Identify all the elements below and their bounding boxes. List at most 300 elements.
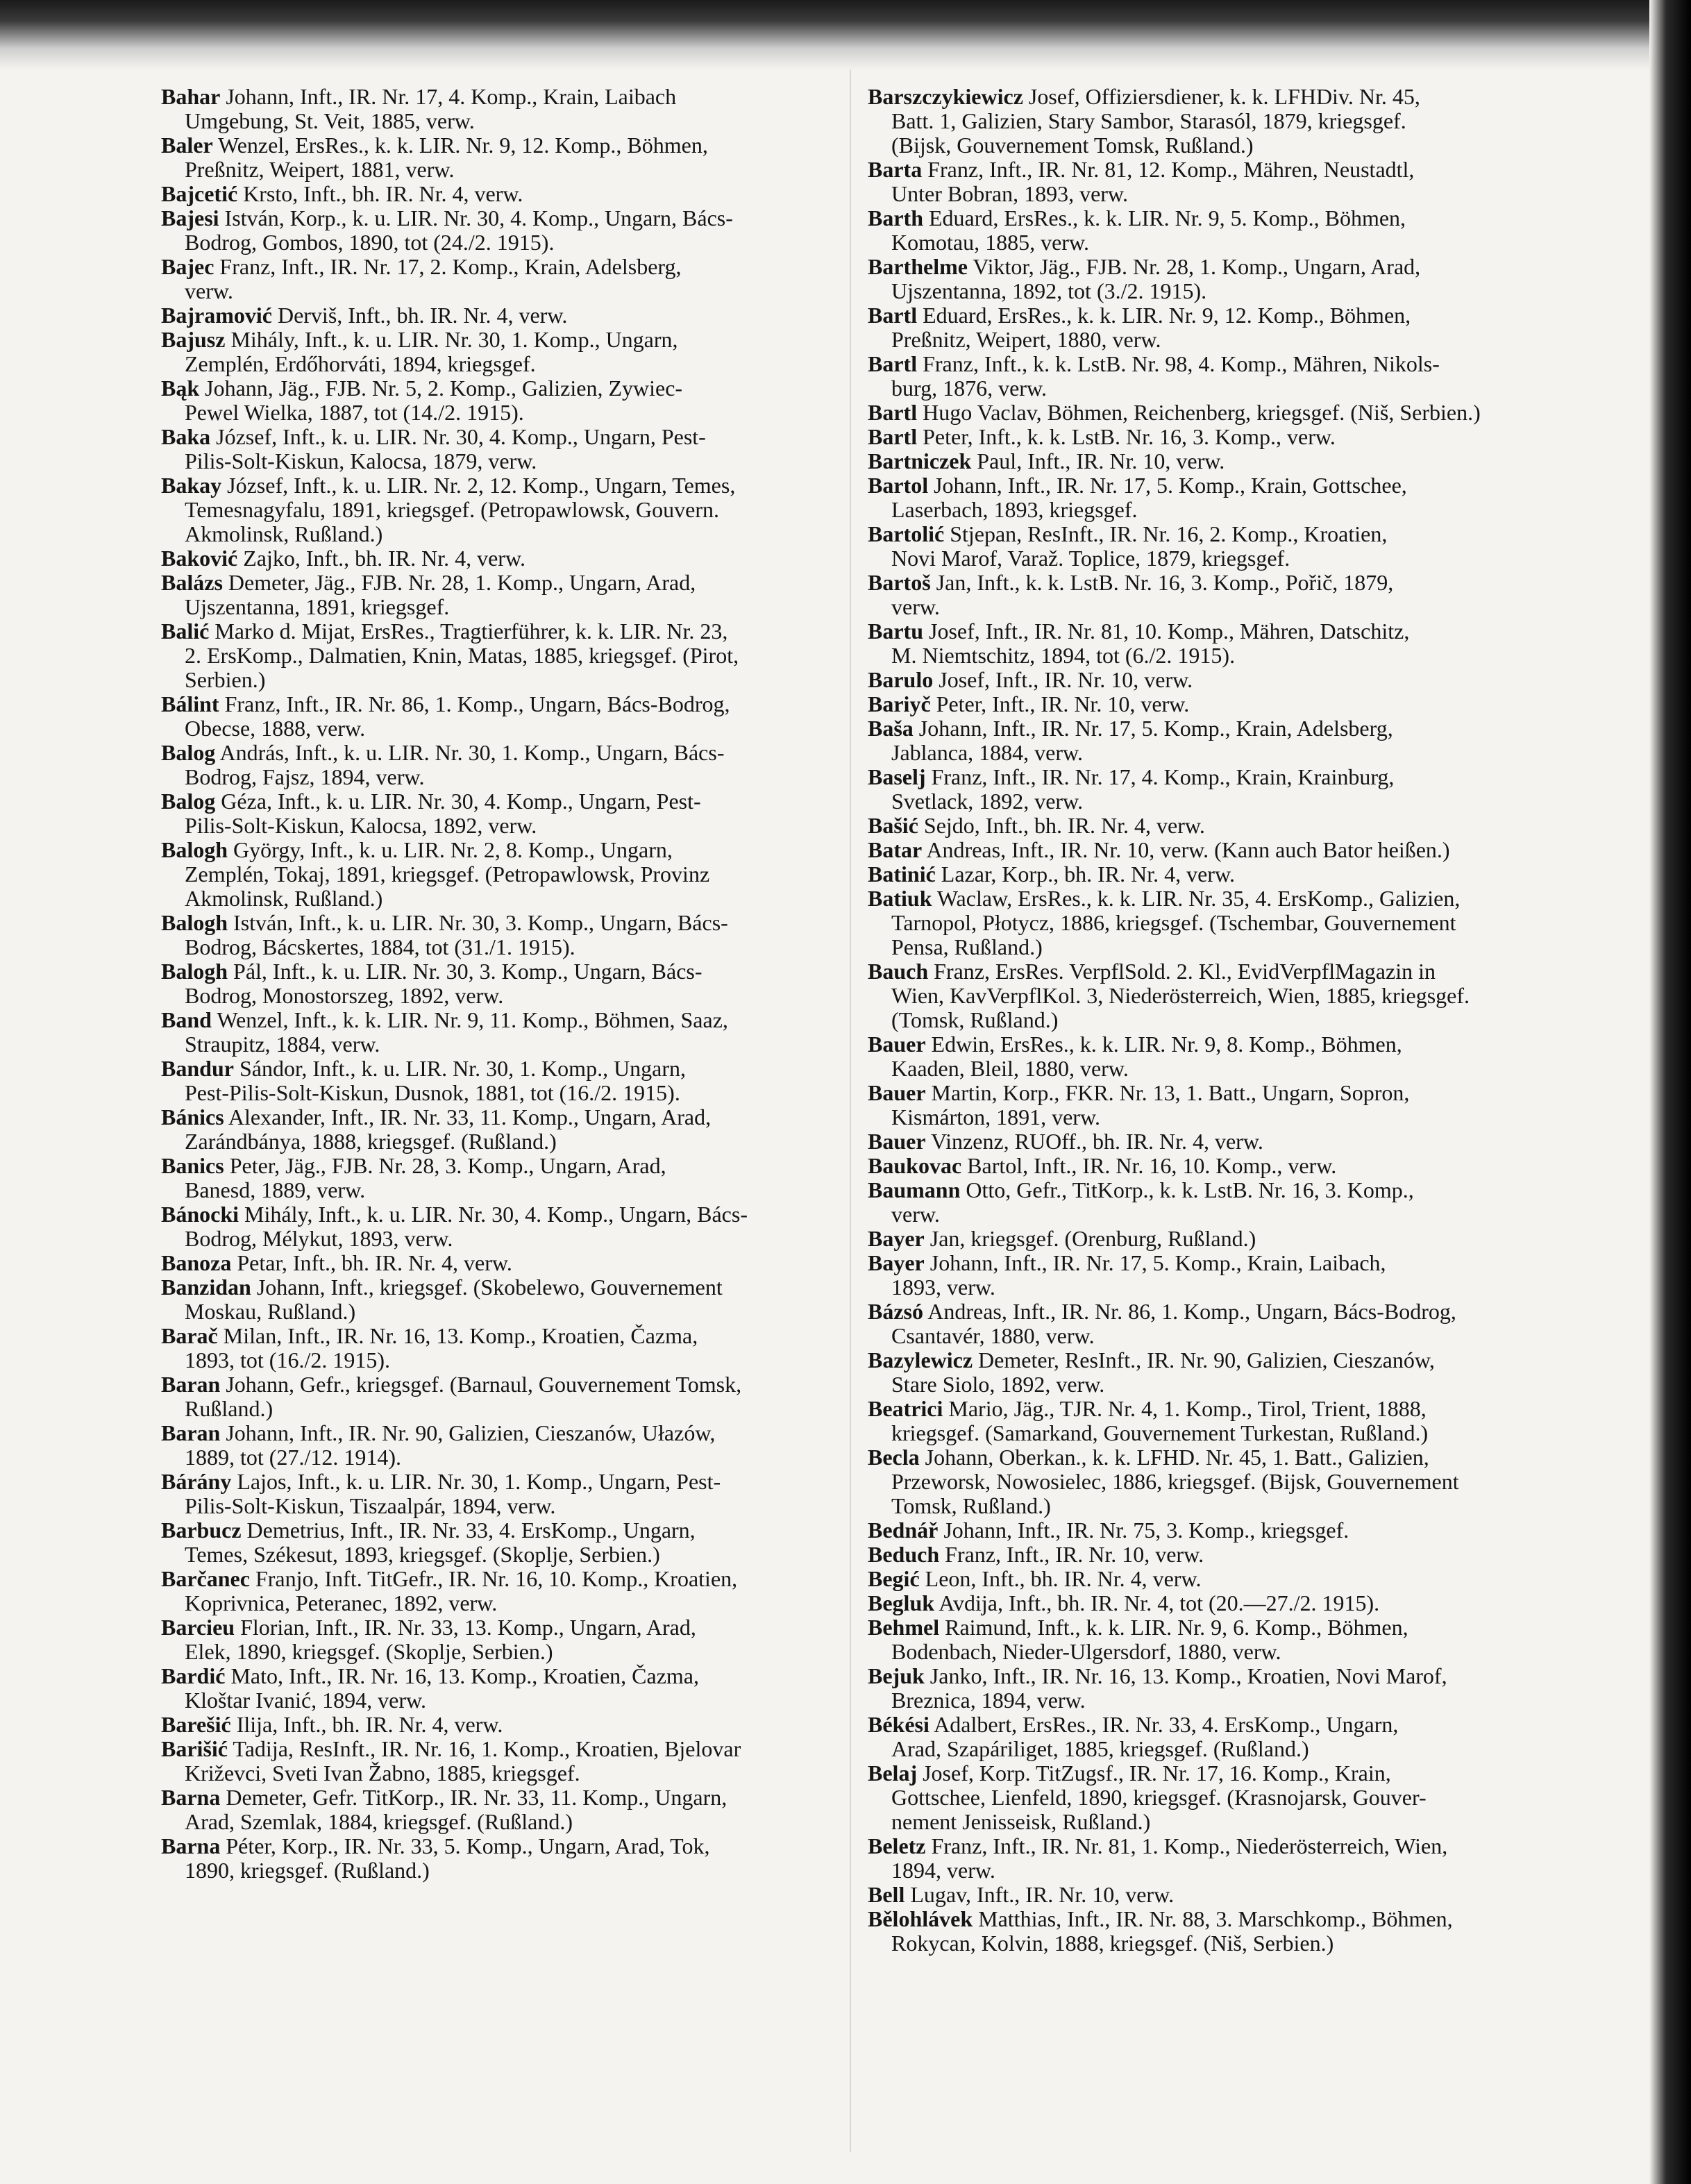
entry-first-line: Mihály, Inft., k. u. LIR. Nr. 30, 4. Komp., Ungarn, Bács- — [244, 1202, 748, 1227]
entry-continuation-line: Temesnagyfalu, 1891, kriegsgef. (Petropawlowsk, Gouvern. — [185, 497, 720, 522]
column-gutter — [850, 69, 851, 2152]
register-entry — [868, 838, 1555, 862]
entry-surname: Bělohlávek — [868, 1906, 973, 1931]
entry-first-line: Andreas, Inft., IR. Nr. 10, verw. (Kann auch Bator heißen.) — [926, 837, 1450, 862]
entry-surname: Belaj — [868, 1761, 918, 1786]
entry-surname: Bartl — [868, 351, 918, 376]
register-entry — [868, 619, 1555, 668]
entry-first-line: Ilija, Inft., bh. IR. Nr. 4, verw. — [236, 1712, 503, 1737]
register-entry — [161, 1372, 841, 1421]
entry-surname: Bejuk — [868, 1663, 925, 1688]
entry-surname: Barth — [868, 205, 923, 230]
register-entry — [868, 85, 1555, 158]
entry-first-line: Peter, Inft., k. k. LstB. Nr. 16, 3. Komp., verw. — [923, 424, 1336, 449]
register-entry — [161, 206, 841, 255]
register-entry — [161, 692, 841, 741]
entry-first-line: Andreas, Inft., IR. Nr. 86, 1. Komp., Ungarn, Bács-Bodrog, — [927, 1299, 1456, 1324]
register-entry — [868, 1567, 1555, 1591]
entry-continuation-line: Tarnopol, Płotycz, 1886, kriegsgef. (Tschembar, Gouvernement — [891, 910, 1456, 935]
entry-continuation-line: Koprivnica, Peteranec, 1892, verw. — [185, 1590, 498, 1615]
entry-surname: Bárány — [161, 1469, 232, 1494]
register-entry — [161, 328, 841, 376]
entry-first-line: Franz, ErsRes. VerpflSold. 2. Kl., EvidVerpflMagazin in — [934, 959, 1436, 984]
entry-surname: Barbucz — [161, 1518, 242, 1543]
entry-continuation-line: Moskau, Rußland.) — [185, 1299, 356, 1324]
entry-continuation-line: Zemplén, Tokaj, 1891, kriegsgef. (Petropawlowsk, Provinz — [185, 862, 710, 887]
entry-continuation-line: Pest-Pilis-Solt-Kiskun, Dusnok, 1881, tot (16./2. 1915). — [185, 1080, 680, 1105]
entry-surname: Banics — [161, 1153, 224, 1178]
entry-surname: Bašić — [868, 813, 918, 838]
register-entry — [868, 1445, 1555, 1518]
register-entry — [161, 1615, 841, 1664]
entry-surname: Begluk — [868, 1590, 935, 1615]
register-entry — [161, 959, 841, 1008]
register-entry — [868, 716, 1555, 765]
entry-surname: Balog — [161, 740, 216, 765]
entry-first-line: Lazar, Korp., bh. IR. Nr. 4, verw. — [941, 862, 1235, 887]
entry-first-line: Franz, Inft., IR. Nr. 86, 1. Komp., Ungarn, Bács-Bodrog, — [224, 691, 730, 716]
entry-first-line: József, Inft., k. u. LIR. Nr. 2, 12. Komp., Ungarn, Temes, — [227, 473, 736, 498]
register-entry — [161, 85, 841, 133]
entry-surname: Beduch — [868, 1542, 940, 1567]
entry-surname: Bajcetić — [161, 181, 238, 206]
entry-surname: Bauch — [868, 959, 929, 984]
register-entry — [868, 255, 1555, 303]
entry-first-line: Leon, Inft., bh. IR. Nr. 4, verw. — [925, 1566, 1202, 1591]
entry-continuation-line: Križevci, Sveti Ivan Žabno, 1885, kriegsgef. — [185, 1761, 580, 1786]
entry-first-line: Stjepan, ResInft., IR. Nr. 16, 2. Komp., Kroatien, — [950, 521, 1388, 546]
entry-first-line: Johann, Inft., IR. Nr. 17, 5. Komp., Krain, Gottschee, — [934, 473, 1407, 498]
register-entry — [868, 1713, 1555, 1761]
entry-surname: Bakay — [161, 473, 222, 498]
entry-surname: Bartl — [868, 424, 918, 449]
entry-first-line: Derviš, Inft., bh. IR. Nr. 4, verw. — [277, 303, 568, 328]
entry-first-line: Eduard, ErsRes., k. k. LIR. Nr. 9, 12. Komp., Böhmen, — [923, 303, 1411, 328]
register-entry — [161, 1105, 841, 1154]
register-entry — [161, 1518, 841, 1567]
register-entry — [868, 425, 1555, 449]
entry-continuation-line: Pilis-Solt-Kiskun, Tiszaalpár, 1894, verw. — [185, 1493, 556, 1518]
entry-first-line: Petar, Inft., bh. IR. Nr. 4, verw. — [237, 1250, 512, 1275]
entry-continuation-line: Ujszentanna, 1892, tot (3./2. 1915). — [891, 278, 1207, 303]
entry-surname: Barač — [161, 1323, 218, 1348]
entry-surname: Baler — [161, 133, 213, 158]
entry-continuation-line: Umgebung, St. Veit, 1885, verw. — [185, 108, 475, 133]
register-entry — [161, 255, 841, 303]
entry-continuation-line: Rokycan, Kolvin, 1888, kriegsgef. (Niš, Serbien.) — [891, 1931, 1334, 1956]
register-entry — [161, 1786, 841, 1834]
entry-continuation-line: Breznica, 1894, verw. — [891, 1688, 1086, 1713]
entry-first-line: Viktor, Jäg., FJB. Nr. 28, 1. Komp., Ungarn, Arad, — [973, 254, 1421, 279]
entry-first-line: Sándor, Inft., k. u. LIR. Nr. 30, 1. Komp., Ungarn, — [239, 1056, 687, 1081]
register-entry — [161, 1324, 841, 1372]
entry-surname: Barta — [868, 157, 923, 182]
register-entry — [161, 1202, 841, 1251]
register-entry — [868, 1300, 1555, 1348]
entry-surname: Balogh — [161, 959, 228, 984]
entry-continuation-line: Bodrog, Fajsz, 1894, verw. — [185, 764, 425, 789]
register-entry — [161, 838, 841, 911]
register-entry — [868, 158, 1555, 206]
entry-first-line: Josef, Inft., IR. Nr. 81, 10. Komp., Mähren, Datschitz, — [929, 619, 1410, 644]
register-entry — [161, 1737, 841, 1786]
entry-continuation-line: Serbien.) — [185, 667, 266, 692]
entry-first-line: Paul, Inft., IR. Nr. 10, verw. — [977, 448, 1225, 473]
entry-first-line: Pál, Inft., k. u. LIR. Nr. 30, 3. Komp., Ungarn, Bács- — [233, 959, 703, 984]
entry-first-line: Avdija, Inft., bh. IR. Nr. 4, tot (20.—27./2. 1915). — [939, 1590, 1380, 1615]
entry-continuation-line: Akmolinsk, Rußland.) — [185, 886, 383, 911]
entry-continuation-line: Temes, Székesut, 1893, kriegsgef. (Skoplje, Serbien.) — [185, 1542, 660, 1567]
entry-continuation-line: Tomsk, Rußland.) — [891, 1493, 1051, 1518]
register-entry — [868, 959, 1555, 1032]
entry-surname: Banzidan — [161, 1275, 251, 1300]
entry-surname: Baka — [161, 424, 211, 449]
entry-first-line: Zajko, Inft., bh. IR. Nr. 4, verw. — [243, 546, 525, 571]
entry-first-line: Johann, Inft., IR. Nr. 90, Galizien, Cieszanów, Ułazów, — [226, 1420, 716, 1445]
entry-first-line: Bartol, Inft., IR. Nr. 16, 10. Komp., verw. — [967, 1153, 1337, 1178]
entry-surname: Balogh — [161, 837, 228, 862]
entry-continuation-line: Rußland.) — [185, 1396, 274, 1421]
entry-continuation-line: 2. ErsKomp., Dalmatien, Knin, Matas, 1885, kriegsgef. (Pirot, — [185, 643, 739, 668]
entry-continuation-line: Kismárton, 1891, verw. — [891, 1104, 1100, 1129]
left-column — [161, 85, 841, 1883]
scan-right-edge — [1649, 0, 1691, 2184]
register-entry — [161, 376, 841, 425]
entry-first-line: Johann, Inft., IR. Nr. 17, 5. Komp., Krain, Adelsberg, — [918, 716, 1393, 741]
entry-first-line: Mato, Inft., IR. Nr. 16, 13. Komp., Kroatien, Čazma, — [230, 1663, 699, 1688]
entry-first-line: Adalbert, ErsRes., IR. Nr. 33, 4. ErsKomp., Ungarn, — [934, 1712, 1399, 1737]
entry-first-line: Péter, Korp., IR. Nr. 33, 5. Komp., Ungarn, Arad, Tok, — [226, 1833, 710, 1858]
entry-continuation-line: Zemplén, Erdőhorváti, 1894, kriegsgef. — [185, 351, 536, 376]
entry-first-line: Géza, Inft., k. u. LIR. Nr. 30, 4. Komp., Ungarn, Pest- — [221, 789, 701, 814]
entry-continuation-line: Pewel Wielka, 1887, tot (14./2. 1915). — [185, 400, 524, 425]
entry-continuation-line: 1889, tot (27./12. 1914). — [185, 1445, 401, 1470]
register-entry — [868, 1397, 1555, 1445]
entry-first-line: Demetrius, Inft., IR. Nr. 33, 4. ErsKomp., Ungarn, — [246, 1518, 696, 1543]
register-entry — [868, 1227, 1555, 1251]
entry-first-line: Florian, Inft., IR. Nr. 33, 13. Komp., Ungarn, Arad, — [240, 1615, 696, 1640]
entry-continuation-line: Bodrog, Monostorszeg, 1892, verw. — [185, 983, 504, 1008]
entry-first-line: Matthias, Inft., IR. Nr. 88, 3. Marschkomp., Böhmen, — [978, 1906, 1453, 1931]
register-entry — [161, 473, 841, 546]
entry-first-line: Edwin, ErsRes., k. k. LIR. Nr. 9, 8. Komp., Böhmen, — [931, 1032, 1402, 1057]
entry-first-line: Johann, Gefr., kriegsgef. (Barnaul, Gouvernement Tomsk, — [226, 1372, 742, 1397]
entry-surname: Baković — [161, 546, 238, 571]
register-entry — [161, 571, 841, 619]
entry-surname: Bednář — [868, 1518, 939, 1543]
register-entry — [868, 401, 1555, 425]
entry-first-line: Jan, Inft., k. k. LstB. Nr. 16, 3. Komp., Pořič, 1879, — [936, 570, 1394, 595]
entry-first-line: Demeter, ResInft., IR. Nr. 90, Galizien, Cieszanów, — [978, 1347, 1435, 1372]
entry-surname: Bázsó — [868, 1299, 923, 1324]
scan-top-border — [0, 0, 1691, 69]
entry-surname: Bajec — [161, 254, 214, 279]
entry-first-line: András, Inft., k. u. LIR. Nr. 30, 1. Komp., Ungarn, Bács- — [219, 740, 725, 765]
entry-first-line: Johann, Inft., IR. Nr. 75, 3. Komp., kriegsgef. — [943, 1518, 1349, 1543]
entry-surname: Baumann — [868, 1177, 961, 1202]
entry-continuation-line: nement Jenisseisk, Rußland.) — [891, 1809, 1151, 1834]
entry-surname: Barna — [161, 1785, 221, 1810]
register-entry — [868, 1834, 1555, 1883]
entry-continuation-line: Bodrog, Mélykut, 1893, verw. — [185, 1226, 453, 1251]
entry-surname: Bálint — [161, 691, 219, 716]
entry-surname: Barešić — [161, 1712, 231, 1737]
register-entry — [161, 741, 841, 789]
register-entry — [868, 206, 1555, 255]
entry-first-line: Tadija, ResInft., IR. Nr. 16, 1. Komp., Kroatien, Bjelovar — [233, 1736, 741, 1761]
register-entry — [868, 449, 1555, 473]
register-entry — [161, 1834, 841, 1883]
entry-continuation-line: Svetlack, 1892, verw. — [891, 789, 1084, 814]
entry-continuation-line: 1893, tot (16./2. 1915). — [185, 1347, 390, 1372]
register-entry — [161, 1057, 841, 1105]
register-entry — [868, 692, 1555, 716]
entry-first-line: Franz, Inft., IR. Nr. 81, 12. Komp., Mähren, Neustadtl, — [927, 157, 1415, 182]
entry-continuation-line: Elek, 1890, kriegsgef. (Skoplje, Serbien.) — [185, 1639, 553, 1664]
entry-surname: Bartolić — [868, 521, 945, 546]
entry-continuation-line: Stare Siolo, 1892, verw. — [891, 1372, 1105, 1397]
entry-surname: Békési — [868, 1712, 929, 1737]
entry-surname: Behmel — [868, 1615, 940, 1640]
entry-surname: Baša — [868, 716, 914, 741]
entry-first-line: Mihály, Inft., k. u. LIR. Nr. 30, 1. Komp., Ungarn, — [230, 327, 678, 352]
register-entry — [868, 1761, 1555, 1834]
entry-surname: Barna — [161, 1833, 221, 1858]
entry-continuation-line: verw. — [891, 1202, 940, 1227]
entry-first-line: Peter, Inft., IR. Nr. 10, verw. — [936, 691, 1190, 716]
entry-first-line: Jan, kriegsgef. (Orenburg, Rußland.) — [929, 1226, 1256, 1251]
entry-surname: Balogh — [161, 910, 228, 935]
entry-first-line: István, Inft., k. u. LIR. Nr. 30, 3. Komp., Ungarn, Bács- — [233, 910, 728, 935]
entry-first-line: Wenzel, ErsRes., k. k. LIR. Nr. 9, 12. Komp., Böhmen, — [218, 133, 708, 158]
entry-first-line: Eduard, ErsRes., k. k. LIR. Nr. 9, 5. Komp., Böhmen, — [929, 205, 1406, 230]
register-entry — [161, 1154, 841, 1202]
entry-continuation-line: Straupitz, 1884, verw. — [185, 1032, 380, 1057]
register-entry — [868, 571, 1555, 619]
entry-continuation-line: Pilis-Solt-Kiskun, Kalocsa, 1892, verw. — [185, 813, 537, 838]
entry-continuation-line: Novi Marof, Varaž. Toplice, 1879, kriegsgef. — [891, 546, 1290, 571]
entry-first-line: Franz, Inft., IR. Nr. 17, 2. Komp., Krain, Adelsberg, — [219, 254, 682, 279]
entry-first-line: Peter, Jäg., FJB. Nr. 28, 3. Komp., Ungarn, Arad, — [229, 1153, 666, 1178]
entry-first-line: Vinzenz, RUOff., bh. IR. Nr. 4, verw. — [930, 1129, 1263, 1154]
entry-continuation-line: Jablanca, 1884, verw. — [891, 740, 1084, 765]
entry-surname: Bayer — [868, 1250, 925, 1275]
entry-surname: Bartoš — [868, 570, 931, 595]
entry-first-line: Martin, Korp., FKR. Nr. 13, 1. Batt., Ungarn, Sopron, — [931, 1080, 1410, 1105]
entry-continuation-line: 1893, verw. — [891, 1275, 995, 1300]
entry-continuation-line: burg, 1876, verw. — [891, 376, 1047, 401]
entry-surname: Bánocki — [161, 1202, 239, 1227]
register-entry — [868, 1615, 1555, 1664]
register-entry — [868, 1032, 1555, 1081]
register-entry — [868, 668, 1555, 692]
entry-first-line: Lajos, Inft., k. u. LIR. Nr. 30, 1. Komp., Ungarn, Pest- — [237, 1469, 721, 1494]
entry-surname: Bariyč — [868, 691, 931, 716]
register-entry — [161, 303, 841, 328]
entry-first-line: Josef, Korp. TitZugsf., IR. Nr. 17, 16. Komp., Krain, — [923, 1761, 1391, 1786]
entry-surname: Batinić — [868, 862, 936, 887]
entry-first-line: Johann, Inft., IR. Nr. 17, 5. Komp., Krain, Laibach, — [929, 1250, 1386, 1275]
entry-first-line: György, Inft., k. u. LIR. Nr. 2, 8. Komp., Ungarn, — [233, 837, 673, 862]
entry-surname: Banoza — [161, 1250, 232, 1275]
entry-continuation-line: Unter Bobran, 1893, verw. — [891, 181, 1128, 206]
entry-surname: Bayer — [868, 1226, 925, 1251]
right-column — [868, 85, 1555, 1956]
register-entry — [868, 352, 1555, 401]
entry-continuation-line: verw. — [185, 278, 233, 303]
entry-surname: Bąk — [161, 376, 200, 401]
entry-surname: Balázs — [161, 570, 223, 595]
register-entry — [868, 1543, 1555, 1567]
entry-first-line: Hugo Vaclav, Böhmen, Reichenberg, kriegsgef. (Niš, Serbien.) — [923, 400, 1481, 425]
entry-surname: Barišić — [161, 1736, 228, 1761]
register-entry — [868, 1664, 1555, 1713]
entry-first-line: Johann, Inft., IR. Nr. 17, 4. Komp., Krain, Laibach — [226, 84, 677, 109]
entry-surname: Beletz — [868, 1833, 926, 1858]
entry-first-line: Lugav, Inft., IR. Nr. 10, verw. — [910, 1882, 1175, 1907]
entry-surname: Bartniczek — [868, 448, 972, 473]
entry-first-line: Wenzel, Inft., k. k. LIR. Nr. 9, 11. Komp., Böhmen, Saaz, — [217, 1007, 728, 1032]
entry-continuation-line: 1894, verw. — [891, 1858, 995, 1883]
register-entry — [868, 814, 1555, 838]
register-entry — [868, 1348, 1555, 1397]
register-entry — [161, 1470, 841, 1518]
entry-first-line: Josef, Inft., IR. Nr. 10, verw. — [939, 667, 1193, 692]
entry-first-line: Raimund, Inft., k. k. LIR. Nr. 9, 6. Komp., Böhmen, — [945, 1615, 1408, 1640]
entry-continuation-line: Wien, KavVerpflKol. 3, Niederösterreich, Wien, 1885, kriegsgef. — [891, 983, 1470, 1008]
register-entry — [161, 546, 841, 571]
entry-continuation-line: Arad, Szapáriliget, 1885, kriegsgef. (Rußland.) — [891, 1736, 1309, 1761]
entry-continuation-line: Gottschee, Lienfeld, 1890, kriegsgef. (Krasnojarsk, Gouver- — [891, 1785, 1427, 1810]
entry-first-line: Demeter, Jäg., FJB. Nr. 28, 1. Komp., Ungarn, Arad, — [228, 570, 696, 595]
entry-continuation-line: kriegsgef. (Samarkand, Gouvernement Turkestan, Rußland.) — [891, 1420, 1429, 1445]
entry-first-line: Milan, Inft., IR. Nr. 16, 13. Komp., Kroatien, Čazma, — [223, 1323, 698, 1348]
entry-surname: Baselj — [868, 764, 926, 789]
entry-surname: Bandur — [161, 1056, 234, 1081]
register-entry — [161, 1275, 841, 1324]
entry-first-line: Franz, Inft., k. k. LstB. Nr. 98, 4. Komp., Mähren, Nikols- — [923, 351, 1440, 376]
register-entry — [868, 1591, 1555, 1615]
entry-surname: Batar — [868, 837, 923, 862]
register-entry — [161, 133, 841, 182]
entry-continuation-line: Zarándbánya, 1888, kriegsgef. (Rußland.) — [185, 1129, 557, 1154]
register-entry — [161, 425, 841, 473]
entry-continuation-line: Csantavér, 1880, verw. — [891, 1323, 1095, 1348]
register-entry — [161, 911, 841, 959]
register-entry — [868, 1883, 1555, 1907]
entry-continuation-line: Bodenbach, Nieder-Ulgersdorf, 1880, verw. — [891, 1639, 1281, 1664]
entry-first-line: Krsto, Inft., bh. IR. Nr. 4, verw. — [243, 181, 523, 206]
entry-first-line: Mario, Jäg., TJR. Nr. 4, 1. Komp., Tirol, Trient, 1888, — [948, 1396, 1427, 1421]
entry-continuation-line: (Bijsk, Gouvernement Tomsk, Rußland.) — [891, 133, 1254, 158]
entry-first-line: Sejdo, Inft., bh. IR. Nr. 4, verw. — [923, 813, 1205, 838]
entry-surname: Baukovac — [868, 1153, 962, 1178]
entry-first-line: Johann, Jäg., FJB. Nr. 5, 2. Komp., Galizien, Zywiec- — [205, 376, 683, 401]
entry-continuation-line: Akmolinsk, Rußland.) — [185, 521, 383, 546]
register-entry — [868, 765, 1555, 814]
entry-continuation-line: Preßnitz, Weipert, 1880, verw. — [891, 327, 1161, 352]
entry-continuation-line: Batt. 1, Galizien, Stary Sambor, Starasól, 1879, kriegsgef. — [891, 108, 1406, 133]
entry-first-line: Franz, Inft., IR. Nr. 10, verw. — [945, 1542, 1204, 1567]
entry-first-line: József, Inft., k. u. LIR. Nr. 30, 4. Komp., Ungarn, Pest- — [216, 424, 706, 449]
entry-surname: Barcieu — [161, 1615, 235, 1640]
entry-surname: Bartl — [868, 400, 918, 425]
entry-surname: Bell — [868, 1882, 905, 1907]
entry-surname: Bauer — [868, 1080, 926, 1105]
entry-surname: Barulo — [868, 667, 934, 692]
entry-surname: Bauer — [868, 1032, 926, 1057]
entry-continuation-line: verw. — [891, 594, 940, 619]
entry-continuation-line: Pilis-Solt-Kiskun, Kalocsa, 1879, verw. — [185, 448, 537, 473]
entry-continuation-line: Banesd, 1889, verw. — [185, 1177, 366, 1202]
entry-continuation-line: Obecse, 1888, verw. — [185, 716, 366, 741]
register-entry — [161, 1713, 841, 1737]
register-entry — [868, 303, 1555, 352]
entry-surname: Becla — [868, 1445, 920, 1470]
register-entry — [161, 789, 841, 838]
entry-surname: Baran — [161, 1420, 221, 1445]
entry-continuation-line: M. Niemtschitz, 1894, tot (6./2. 1915). — [891, 643, 1236, 668]
entry-surname: Bauer — [868, 1129, 926, 1154]
register-entry — [161, 619, 841, 692]
entry-continuation-line: 1890, kriegsgef. (Rußland.) — [185, 1858, 430, 1883]
entry-first-line: Johann, Inft., kriegsgef. (Skobelewo, Gouvernement — [256, 1275, 723, 1300]
entry-surname: Balog — [161, 789, 216, 814]
entry-surname: Bartu — [868, 619, 923, 644]
entry-continuation-line: Bodrog, Gombos, 1890, tot (24./2. 1915). — [185, 230, 555, 255]
entry-surname: Baran — [161, 1372, 221, 1397]
entry-surname: Bartl — [868, 303, 918, 328]
entry-first-line: Franz, Inft., IR. Nr. 81, 1. Komp., Niederösterreich, Wien, — [931, 1833, 1448, 1858]
register-entry — [868, 1178, 1555, 1227]
entry-continuation-line: (Tomsk, Rußland.) — [891, 1007, 1059, 1032]
entry-first-line: Marko d. Mijat, ErsRes., Tragtierführer, k. k. LIR. Nr. 23, — [214, 619, 728, 644]
entry-first-line: Johann, Oberkan., k. k. LFHD. Nr. 45, 1. Batt., Galizien, — [925, 1445, 1429, 1470]
register-entry — [161, 1251, 841, 1275]
entry-surname: Beatrici — [868, 1396, 943, 1421]
register-entry — [161, 1008, 841, 1057]
register-entry — [161, 1664, 841, 1713]
entry-continuation-line: Kaaden, Bleil, 1880, verw. — [891, 1056, 1129, 1081]
register-entry — [868, 1518, 1555, 1543]
entry-surname: Bánics — [161, 1104, 224, 1129]
entry-first-line: Franz, Inft., IR. Nr. 17, 4. Komp., Krain, Krainburg, — [931, 764, 1395, 789]
register-entry — [161, 1421, 841, 1470]
entry-continuation-line: Bodrog, Bácskertes, 1884, tot (31./1. 1915). — [185, 934, 575, 959]
entry-continuation-line: Arad, Szemlak, 1884, kriegsgef. (Rußland.) — [185, 1809, 573, 1834]
entry-surname: Band — [161, 1007, 212, 1032]
entry-surname: Barthelme — [868, 254, 968, 279]
entry-continuation-line: Komotau, 1885, verw. — [891, 230, 1089, 255]
register-entry — [868, 887, 1555, 959]
entry-surname: Barčanec — [161, 1566, 250, 1591]
register-entry — [868, 862, 1555, 887]
register-entry — [868, 473, 1555, 522]
entry-first-line: Waclaw, ErsRes., k. k. LIR. Nr. 35, 4. ErsKomp., Galizien, — [936, 886, 1461, 911]
register-entry — [868, 1129, 1555, 1154]
entry-first-line: Janko, Inft., IR. Nr. 16, 13. Komp., Kroatien, Novi Marof, — [929, 1663, 1447, 1688]
entry-surname: Barszczykiewicz — [868, 84, 1023, 109]
entry-continuation-line: Ujszentanna, 1891, kriegsgef. — [185, 594, 450, 619]
entry-continuation-line: Preßnitz, Weipert, 1881, verw. — [185, 157, 455, 182]
register-entry — [161, 1567, 841, 1615]
entry-first-line: Demeter, Gefr. TitKorp., IR. Nr. 33, 11. Komp., Ungarn, — [226, 1785, 727, 1810]
entry-surname: Bahar — [161, 84, 221, 109]
register-entry — [161, 182, 841, 206]
entry-surname: Bardić — [161, 1663, 226, 1688]
entry-surname: Bajramović — [161, 303, 272, 328]
entry-first-line: Franjo, Inft. TitGefr., IR. Nr. 16, 10. Komp., Kroatien, — [255, 1566, 738, 1591]
